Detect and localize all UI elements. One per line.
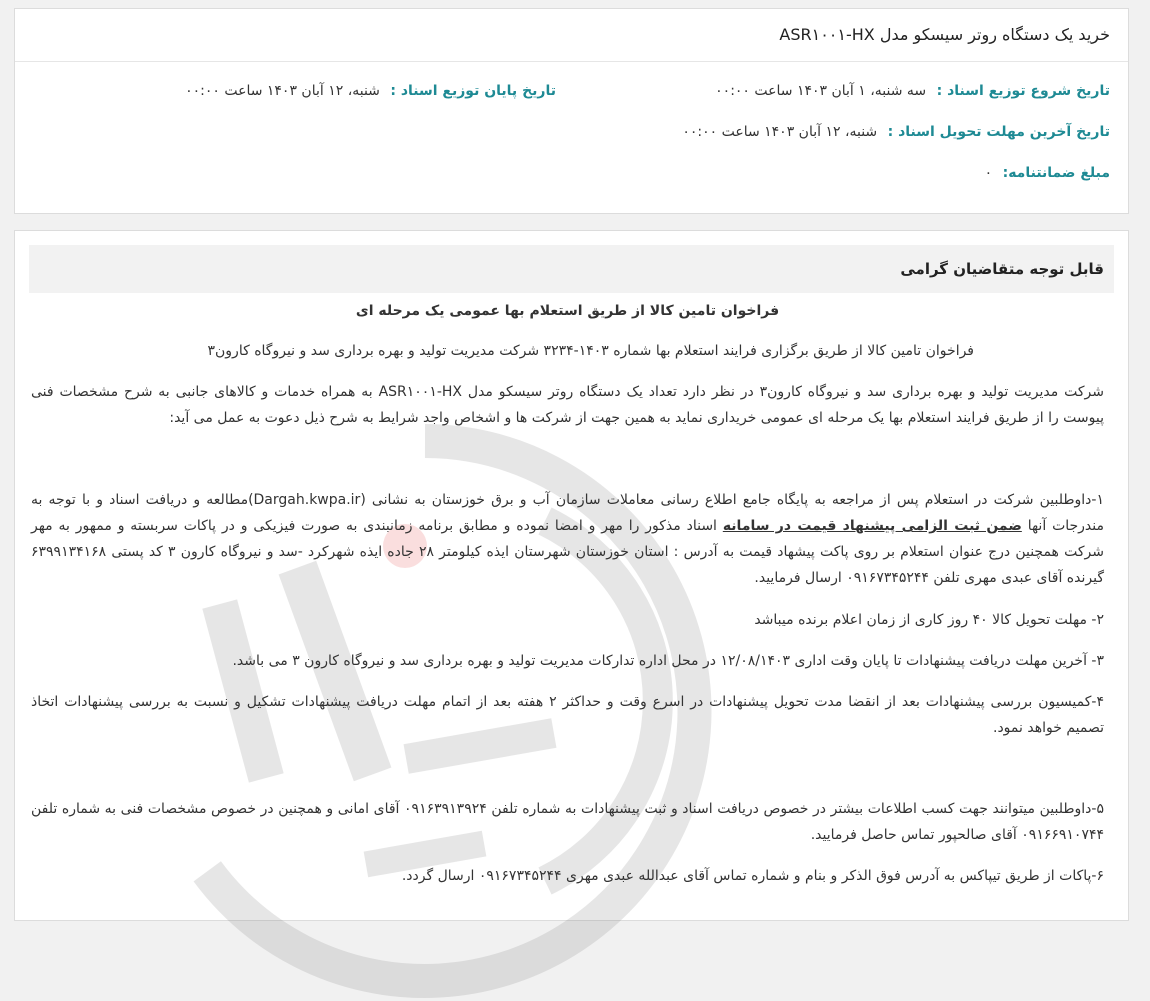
notice-item-1-text-a: ۱-داوطلبین شرکت در استعلام پس از مراجعه به پایگاه جامع اطلاع رسانی معاملات سازمان آب و برق خوزستان به نشانی (Dargah.kwpa.ir)مطالعه و دریافت اسناد و با توجه به مندرجات آنها	[31, 492, 1104, 534]
notice-content	[31, 293, 1104, 889]
notice-heading: قابل توجه متقاضیان گرامی	[29, 245, 1114, 293]
notice-item-4: ۴-کمیسیون بررسی پیشنهادات بعد از انقضا مدت تحویل پیشنهادات در اسرع وقت و حداکثر ۲ هفته بعد از اتمام مهلت دریافت پیشنهادات تشکیل و نسبت به بررسی پیشنهادات اتخاذ تصمیم خواهد نمود.	[31, 694, 1104, 736]
end-date-row	[185, 83, 556, 99]
start-date-row	[715, 83, 1110, 99]
notice-item-5: ۵-داوطلبین میتوانند جهت کسب اطلاعات بیشتر در خصوص دریافت اسناد و ثبت پیشنهادات به شماره تلفن ۰۹۱۶۳۹۱۳۹۲۴ آقای امانی و همچنین در خصوص مشخصات فنی به شماره تلفن ۰۹۱۶۶۹۱۰۷۴۴ آقای صالحپور تماس حاصل فرمایید.	[31, 801, 1104, 843]
notice-intro: فراخوان تامین کالا از طریق برگزاری فرایند استعلام بها شماره ۱۴۰۳-۳۲۳۴ شرکت مدیریت تولید و بهره برداری سد و نیروگاه کارون۳	[207, 343, 974, 359]
notice-item-1-highlight: ضمن ثبت الزامی پیشنهاد قیمت در سامانه	[722, 518, 1022, 534]
deadline-row	[682, 124, 1110, 140]
end-date-label: تاریخ پایان توزیع اسناد :	[390, 83, 556, 99]
notice-paragraph: شرکت مدیریت تولید و بهره برداری سد و نیروگاه کارون۳ در نظر دارد تعداد یک دستگاه روتر سیسکو مدل ASR۱۰۰۱-HX به همراه خدمات و کالاهای جانبی به شرح مشخصات فنی پیوست را از طریق فرایند استعلام بها یک مرحله ای عمومی خریداری نماید به همین جهت از شرکت ها و اشخاص واجد شرایط به شرح ذیل دعوت به عمل می آید:	[31, 384, 1105, 426]
notice-item-1	[31, 487, 1104, 591]
tender-header-card	[14, 8, 1129, 214]
notice-item-3: ۳- آخرین مهلت دریافت پیشنهادات تا پایان وقت اداری ۱۲/۰۸/۱۴۰۳ در محل اداره تدارکات مدیریت تولید و بهره برداری سد و نیروگاه کارون ۳ می باشد.	[232, 653, 1104, 669]
deadline-label: تاریخ آخرین مهلت تحویل اسناد :	[887, 124, 1110, 140]
end-date-value: شنبه، ۱۲ آبان ۱۴۰۳ ساعت ۰۰:۰۰	[185, 83, 380, 99]
tender-title: خرید یک دستگاه روتر سیسکو مدل ASR۱۰۰۱-HX	[15, 9, 1128, 62]
notice-item-6: ۶-پاکات از طریق تیپاکس به آدرس فوق الذکر و بنام و شماره تماس آقای عبدالله عبدی مهری ۰۹۱۶۷۳۴۵۲۴۴ ارسال گردد.	[401, 868, 1104, 884]
deadline-value: شنبه، ۱۲ آبان ۱۴۰۳ ساعت ۰۰:۰۰	[682, 124, 878, 140]
start-date-value: سه شنبه، ۱ آبان ۱۴۰۳ ساعت ۰۰:۰۰	[715, 83, 927, 99]
notice-item-2: ۲- مهلت تحویل کالا ۴۰ روز کاری از زمان اعلام برنده میباشد	[754, 612, 1104, 628]
notice-title: فراخوان تامین کالا از طریق استعلام بها عمومی یک مرحله ای	[355, 303, 780, 319]
guarantee-row	[985, 165, 1110, 181]
guarantee-value: ۰	[984, 165, 993, 181]
guarantee-label: مبلغ ضمانتنامه:	[1002, 165, 1110, 181]
notice-item-1-text-b: اسناد مذکور را مهر و امضا نموده و مطابق برنامه زمانبندی به صورت فیزیکی و در پاکات سربسته و ممهور به مهر شرکت همچنین درج عنوان استعلام بر روی پاکت پیشهاد قیمت به آدرس : استان خوزستان شهرستان ایذه کیلومتر ۲۸ جاده ایذه شهرکرد -سد و نیروگاه کارون ۳ کد پستی ۶۳۹۹۱۳۴۱۶۸ گیرنده آقای عبدی مهری تلفن ۰۹۱۶۷۳۴۵۲۴۴ ارسال فرمایید.	[31, 518, 1104, 586]
start-date-label: تاریخ شروع توزیع اسناد :	[936, 83, 1110, 99]
notice-card	[14, 230, 1129, 921]
